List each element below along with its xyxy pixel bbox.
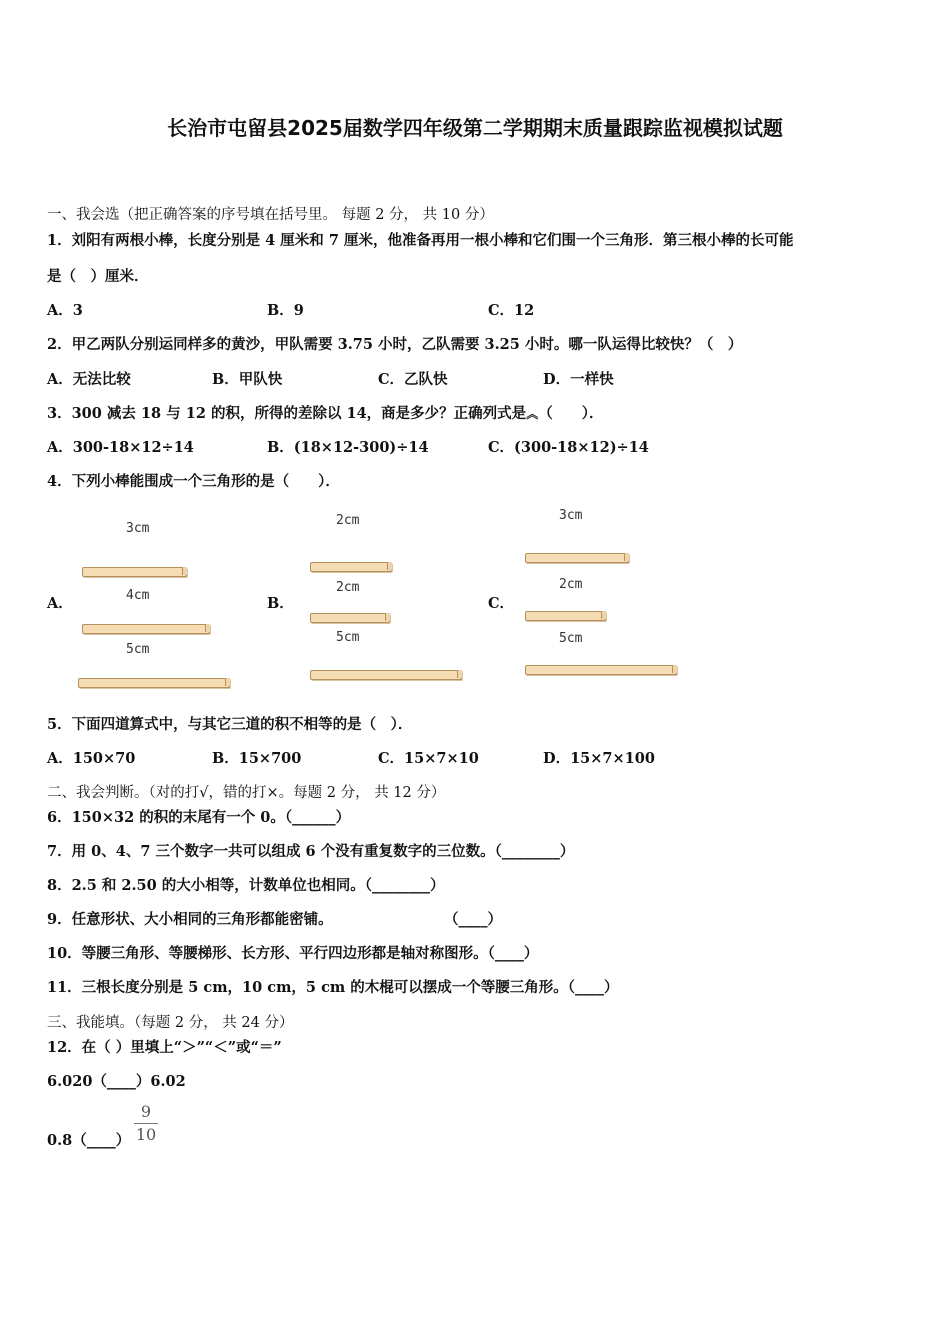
q5-option-c: C．15×7×10 <box>378 750 479 767</box>
q5-text: 5．下面四道算式中，与其它三道的积不相等的是（ ）． <box>47 716 413 733</box>
q2-text: 2．甲乙两队分别运同样多的黄沙，甲队需要 3.75 小时，乙队需要 3.25 小时。哪一队运得比较快？（ ） <box>47 336 743 353</box>
q3-option-b: B．(18×12-300)÷14 <box>267 439 429 456</box>
q4-b-stick2-label: 2cm <box>336 580 360 595</box>
q3-text: 3．300 减去 18 与 12 的积，所得的差除以 14，商是多少？正确列式是 <box>47 405 527 422</box>
q1-line1: 1．刘阳有两根小棒，长度分别是 4 厘米和 7 厘米，他准备再用一根小棒和它们围一个三角形．第三根小棒的长可能 <box>47 232 794 249</box>
q3-option-c: C．(300-18×12)÷14 <box>488 439 649 456</box>
q4-a-stick1 <box>82 567 187 577</box>
section3-heading: 三、我能填。（每题 2 分， 共 24 分） <box>47 1015 294 1031</box>
q3-option-a: A．300-18×12÷14 <box>47 439 194 456</box>
q4-option-a-label: A． <box>47 595 73 612</box>
q4-b-stick3-label: 5cm <box>336 630 360 645</box>
q4-b-stick1-label: 2cm <box>336 513 360 528</box>
q8-text: 8．2.5 和 2.50 的大小相等，计数单位也相同。（________） <box>47 877 445 894</box>
q5-option-b: B．15×700 <box>212 750 302 767</box>
q2-option-a: A．无法比较 <box>47 371 131 388</box>
q4-b-stick1 <box>310 562 392 572</box>
q6-text: 6．150×32 的积的末尾有一个 0。（______） <box>47 809 351 826</box>
q4-option-c-label: C． <box>488 595 515 612</box>
q4-c-stick3 <box>525 665 677 675</box>
q4-c-stick2-label: 2cm <box>559 577 583 592</box>
q4-a-stick1-label: 3cm <box>126 521 150 536</box>
q4-c-stick1 <box>525 553 629 563</box>
page-title: 长治市屯留县2025届数学四年级第二学期期末质量跟踪监视模拟试题 <box>167 116 783 140</box>
q4-a-stick2 <box>82 624 210 634</box>
q5-option-a: A．150×70 <box>47 750 136 767</box>
fraction-nine-tenths <box>134 1102 158 1145</box>
q4-b-stick2 <box>310 613 390 623</box>
q9-blank: （____） <box>444 911 502 928</box>
fraction-numerator: 9 <box>140 1102 152 1121</box>
q5-option-d: D．15×7×100 <box>543 750 655 767</box>
q4-b-stick3 <box>310 670 462 680</box>
q9-text: 9．任意形状、大小相同的三角形都能密铺。 <box>47 911 333 928</box>
q3-mark-icon: ︽ <box>526 407 539 421</box>
q2-option-c: C．乙队快 <box>378 371 448 388</box>
q4-c-stick3-label: 5cm <box>559 631 583 646</box>
q4-a-stick3-label: 5cm <box>126 642 150 657</box>
fraction-denominator: 10 <box>135 1125 157 1144</box>
section2-heading: 二、我会判断。（对的打√，错的打×。每题 2 分， 共 12 分） <box>47 785 446 801</box>
q1-option-b: B．9 <box>267 302 304 319</box>
q4-c-stick2 <box>525 611 606 621</box>
q12-text: 12．在（ ）里填上“＞”“＜”或“＝” <box>47 1039 282 1056</box>
q12-line1: 6.020（____）6.02 <box>47 1073 186 1090</box>
q4-text: 4．下列小棒能围成一个三角形的是（ ）． <box>47 473 340 490</box>
q1-option-c: C．12 <box>488 302 535 319</box>
q1-line2: 是（ ）厘米． <box>47 268 149 285</box>
q7-text: 7．用 0、4、7 三个数字一共可以组成 6 个没有重复数字的三位数。（________） <box>47 843 575 860</box>
q10-text: 10．等腰三角形、等腰梯形、长方形、平行四边形都是轴对称图形。（____） <box>47 945 539 962</box>
q4-c-stick1-label: 3cm <box>559 508 583 523</box>
q4-option-b-label: B． <box>267 595 294 612</box>
q3-tail: （ ）． <box>538 405 604 422</box>
q11-text: 11．三根长度分别是 5 cm，10 cm，5 cm 的木棍可以摆成一个等腰三角形。（____） <box>47 979 619 996</box>
q4-a-stick3 <box>78 678 230 688</box>
q2-option-d: D．一样快 <box>543 371 614 388</box>
q12-line2: 0.8（____） <box>47 1132 131 1149</box>
q1-option-a: A．3 <box>47 302 83 319</box>
q2-option-b: B．甲队快 <box>212 371 283 388</box>
fraction-bar <box>134 1123 158 1124</box>
section1-heading: 一、我会选（把正确答案的序号填在括号里。 每题 2 分， 共 10 分） <box>47 207 494 223</box>
q4-a-stick2-label: 4cm <box>126 588 150 603</box>
q3-text-row <box>47 402 603 423</box>
